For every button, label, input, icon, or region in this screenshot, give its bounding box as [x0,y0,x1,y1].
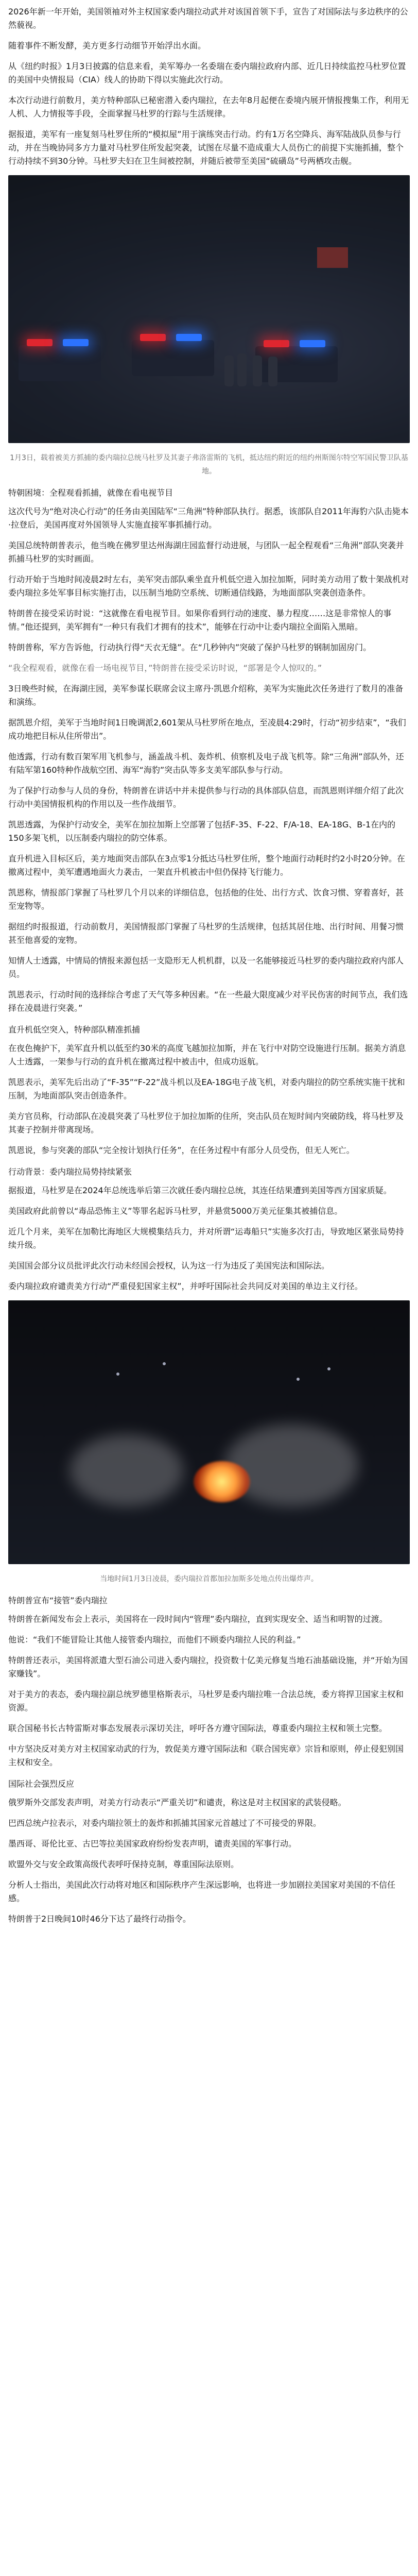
paragraph: 特朗普称，军方告诉他，行动执行得“天衣无缝”。在“几秒钟内”突破了保护马杜罗的钢制加固房门。 [8,642,372,652]
paragraph: 2026年新一年开始，美国领袖对外主权国家委内瑞拉动武并对该国首领下手，宣告了对国际法与多边秩序的公然藐视。 [8,7,408,30]
paragraph: 他透露，行动有数百架军用飞机参与，涵盖战斗机、轰炸机、侦察机及电子战飞机等。除“三角洲”部队外，还有陆军第160特种作战航空团、海军“海豹”突击队等多支美军部队参与行动。 [8,752,404,775]
paragraph: 随着事件不断发酵，美方更多行动细节开始浮出水面。 [8,41,206,50]
paragraph: 凯恩表示，美军先后出动了“F-35”“F-22”战斗机以及EA-18G电子战飞机，对委内瑞拉的防空系统实施干扰和压制，为地面部队突击创造条件。 [8,1077,405,1100]
paragraph: 据报道，马杜罗是在2024年总统选举后第三次就任委内瑞拉总统，其连任结果遭到美国等西方国家质疑。 [8,1185,392,1195]
paragraph: 为了保护行动参与人员的身份，特朗普在讲话中并未提供参与行动的具体部队信息，而凯恩则详细介绍了此次行动中美国情报机构的作用以及一些作战细节。 [8,786,404,809]
paragraph: 俄罗斯外交部发表声明，对美方行动表示“严重关切”和谴责，称这是对主权国家的武装侵略。 [8,1798,346,1807]
news-photo-explosions [8,1300,410,1564]
paragraph: 3日晚些时候，在海湖庄园，美军参谋长联席会议主席丹·凯恩介绍称，美军为实施此次任务进行了数月的准备和演练。 [8,684,404,707]
section-heading: 行动背景：委内瑞拉局势持续紧张 [8,1167,132,1177]
paragraph: 本次行动进行前数月，美方特种部队已秘密潜入委内瑞拉，在去年8月起便在委境内展开情报搜集工作，利用无人机、人力情报等手段，全面掌握马杜罗的行踪与生活规律。 [8,95,409,118]
section-heading: 直升机低空突入，特种部队精准抓捕 [8,1025,141,1035]
paragraph: 从《纽约时报》1月3日披露的信息来看，美军筹办一名委瑞在委内瑞拉政府内部、近几日持续监控马杜罗位置的美国中央情报局（CIA）线人的协助下得以实施此次行动。 [8,61,406,84]
quote: “我全程观看，就像在看一场电视节目，”特朗普在接受采访时说，“部署是令人惊叹的。” [8,663,322,673]
paragraph: 这次代号为“绝对决心行动”的任务由美国陆军“三角洲”特种部队执行。据悉，该部队自2011年海豹六队击毙本·拉登后，美国再度对外国领导人实施直接军事抓捕行动。 [8,506,409,530]
paragraph: 巴西总统卢拉表示，对委内瑞拉领土的轰炸和抓捕其国家元首越过了不可接受的界限。 [8,1818,322,1828]
paragraph: 据报道，美军有一座复刻马杜罗住所的“模拟屋”用于演练突击行动。约有1万名空降兵、海军陆战队员参与行动，并在当晚协同多方力量对马杜罗住所发起突袭，试图在尽量不造成重大人员伤亡的前提下实施抓捕，整个行动持续不到30分钟。马杜罗夫妇在卫生间被控制，并随后被带至美国“硫磺岛”号两栖攻击舰。 [8,129,404,166]
paragraph: 联合国秘书长古特雷斯对事态发展表示深切关注，呼吁各方遵守国际法，尊重委内瑞拉主权和领土完整。 [8,1723,388,1733]
paragraph: 对于美方的表态，委内瑞拉副总统罗德里格斯表示，马杜罗是委内瑞拉唯一合法总统，委方将捍卫国家主权和资源。 [8,1689,404,1713]
paragraph: 据凯恩介绍，美军于当地时间1日晚调派2,601架从马杜罗所在地点，至凌晨4:29时，行动“初步结束”，“我们成功地把目标从住所带出”。 [8,718,406,741]
paragraph: 欧盟外交与安全政策高级代表呼吁保持克制，尊重国际法原则。 [8,1859,239,1869]
image-caption: 当地时间1月3日凌晨，委内瑞拉首都加拉加斯多处地点传出爆炸声。 [100,1575,318,1583]
paragraph: 委内瑞拉政府谴责美方行动“严重侵犯国家主权”，并呼吁国际社会共同反对美国的单边主义行径。 [8,1281,363,1291]
paragraph: 美国政府此前曾以“毒品恐怖主义”等罪名起诉马杜罗，并悬赏5000万美元征集其被捕信息。 [8,1206,343,1216]
paragraph: 特朗普还表示，美国将派遣大型石油公司进入委内瑞拉，投资数十亿美元修复当地石油基础设施，并“开始为国家赚钱”。 [8,1655,408,1679]
section-heading: 特朝困境：全程观看抓捕，就像在看电视节目 [8,488,173,498]
paragraph: 凯恩说，参与突袭的部队“完全按计划执行任务”，在任务过程中有部分人员受伤，但无人死亡。 [8,1145,355,1155]
section-heading: 国际社会强烈反应 [8,1779,75,1789]
paragraph: 分析人士指出，美国此次行动将对地区和国际秩序产生深远影响，也将进一步加剧拉美国家对美国的不信任感。 [8,1880,396,1903]
paragraph: 凯恩表示，行动时间的选择综合考虑了天气等多种因素。“在一些最大限度减少对平民伤害的时间节点，我们选择在凌晨进行突袭。” [8,990,408,1013]
paragraph: 美国总统特朗普表示，他当晚在佛罗里达州海湖庄园监督行动进展，与团队一起全程观看“三角洲”部队突袭并抓捕马杜罗的实时画面。 [8,540,404,564]
paragraph: 他说：“我们不能冒险让其他人接管委内瑞拉，而他们不顾委内瑞拉人民的利益。” [8,1635,301,1645]
paragraph: 美方官员称，行动部队在凌晨突袭了马杜罗位于加拉加斯的住所，突击队员在短时间内突破防线，将马杜罗及其妻子控制并带离现场。 [8,1111,404,1134]
paragraph: 特朗普在新闻发布会上表示，美国将在一段时间内“管理”委内瑞拉，直到实现安全、适当和明智的过渡。 [8,1614,388,1624]
paragraph: 知情人士透露，中情局的情报来源包括一支隐形无人机机群，以及一名能够接近马杜罗的委内瑞拉政府内部人员。 [8,956,404,979]
paragraph: 特朗普于2日晚间10时46分下达了最终行动指令。 [8,1914,191,1924]
news-photo-night-scene [8,175,410,443]
paragraph: 墨西哥、哥伦比亚、古巴等拉美国家政府纷纷发表声明，谴责美国的军事行动。 [8,1839,297,1849]
article [0,5,418,2576]
paragraph: 在夜色掩护下，美军直升机以低至约30米的高度飞越加拉加斯，并在飞行中对防空设施进行压制。据美方消息人士透露，一架参与行动的直升机在撤离过程中被击中，但成功返航。 [8,1043,406,1066]
paragraph: 中方坚决反对美方对主权国家动武的行为，敦促美方遵守国际法和《联合国宪章》宗旨和原则，停止侵犯别国主权和安全。 [8,1744,404,1767]
section-heading: 特朗普宣布“接管”委内瑞拉 [8,1596,108,1605]
paragraph: 行动开始于当地时间凌晨2时左右，美军突击部队乘坐直升机低空进入加拉加斯，同时美方动用了数十架战机对委内瑞拉多处军事目标实施打击，以压制当地防空系统、切断通信线路，为地面部队突袭创造条件。 [8,574,409,598]
paragraph: 特朗普在接受采访时说：“这就像在看电视节目。如果你看到行动的速度、暴力程度……这是非常惊人的事情。”他还提到，美军拥有“一种只有我们才拥有的技术”，能够在行动中让委内瑞拉全面陷入黑暗。 [8,608,392,632]
image-caption: 1月3日，载着被美方抓捕的委内瑞拉总统马杜罗及其妻子弗洛雷斯的飞机，抵达纽约附近的纽约州斯图尔特空军国民警卫队基地。 [10,454,408,476]
flag-icon [317,247,348,268]
paragraph: 美国国会部分议员批评此次行动未经国会授权，认为这一行为违反了美国宪法和国际法。 [8,1261,330,1270]
paragraph: 凯恩透露，为保护行动安全，美军在加拉加斯上空部署了包括F-35、F-22、F/A-18、EA-18G、B-1在内的150多架飞机，以压制委内瑞拉的防空体系。 [8,820,396,843]
paragraph: 直升机进入目标区后，美方地面突击部队在3点零1分抵达马杜罗住所，整个地面行动耗时约2小时20分钟。在撤离过程中，美军遭遇地面火力袭击，一架直升机被击中但仍保持飞行能力。 [8,854,405,877]
paragraph: 凯恩称，情报部门掌握了马杜罗几个月以来的详细信息，包括他的住处、出行方式、饮食习惯、穿着喜好，甚至宠物等。 [8,888,404,911]
paragraph: 据纽约时报报道，行动前数月，美国情报部门掌握了马杜罗的生活规律，包括其居住地、出行时间、用餐习惯甚至他喜爱的宠物。 [8,922,404,945]
paragraph: 近几个月来，美军在加勒比海地区大规模集结兵力，并对所谓“运毒船只”实施多次打击，导致地区紧张局势持续升级。 [8,1227,404,1250]
